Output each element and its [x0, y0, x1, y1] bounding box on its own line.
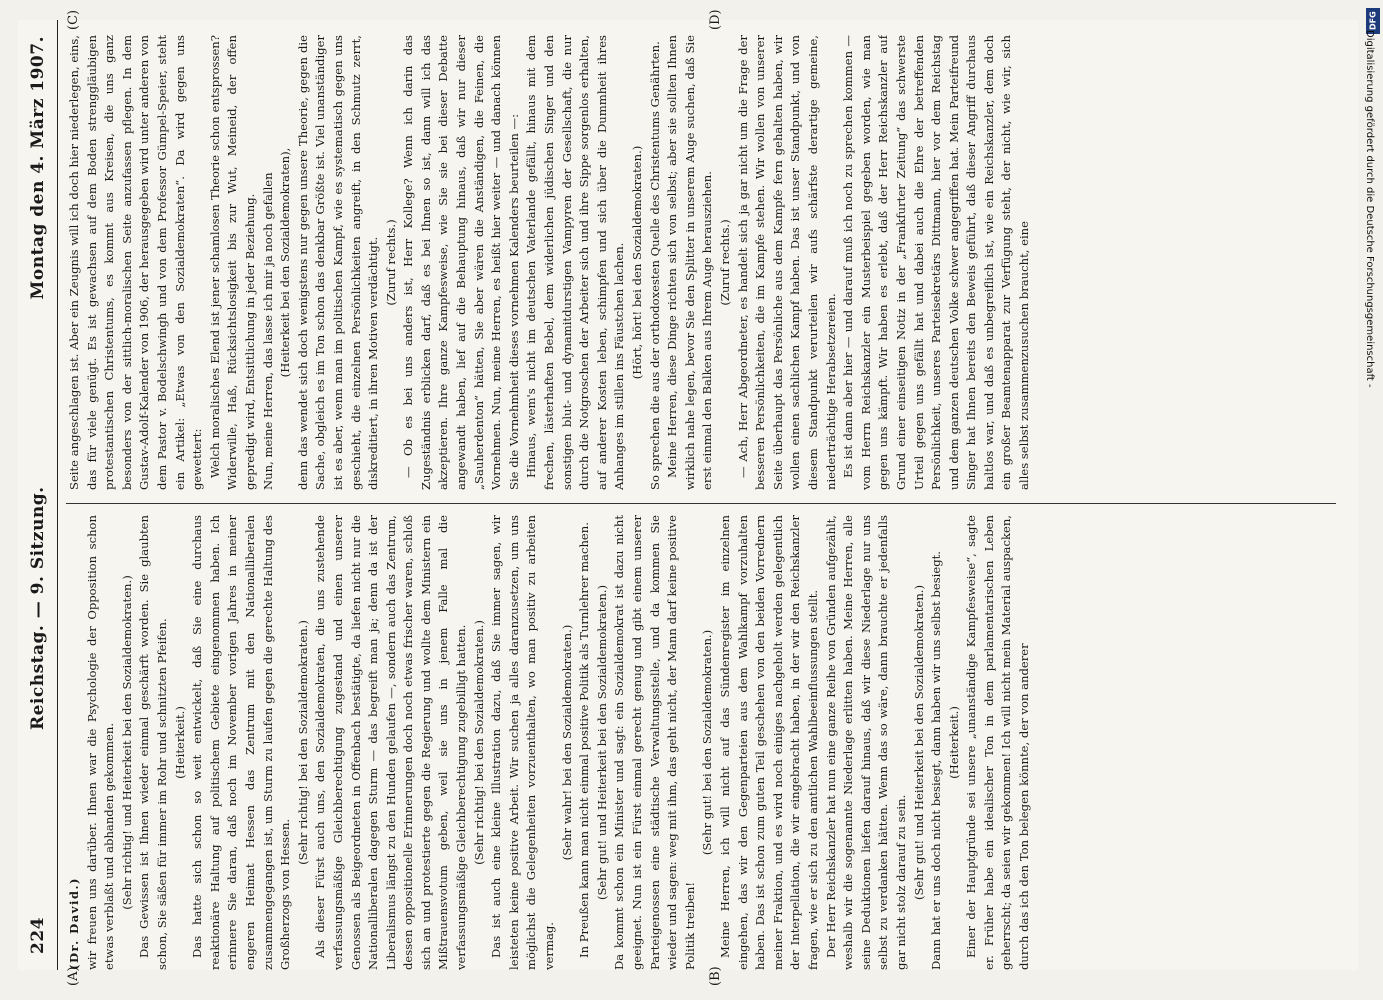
- paragraph: Als dieser Fürst auch uns, den Sozialdemokraten, die uns zustehende verfassungsmäßige Gleichberechtigung zugestand und einen unserer Genossen als Beigeordneten in Offenbach bestätigte, da liefen nicht nur die Nationalliberalen dagegen Sturm — das begreift man ja; denn da ist der Liberalismus längst zu den Hunden gelaufen —, sondern auch das Zentrum, dessen oppositionelle Erinnerungen doch noch etwas frischer waren, schloß sich an und protestierte gegen die Regierung und wollte dem Ministern ein Mißtrauensvotum geben, weil sie uns in jenem Falle mal die verfassungsmäßige Gleichberechtigung zugebilligt hatten.: [313, 515, 469, 970]
- paragraph: Der Herr Reichskanzler hat nun eine ganze Reihe von Gründen aufgezählt, weshalb wir die sogenannte Niederlage erlitten haben. Meine Herren, alle seine Deduktionen liefen darauf hinaus, daß wir diese Niederlage nur uns selbst zu verdanken hätten. Wenn das so wäre, dann brauchte er jedenfalls gar nicht stolz darauf zu sein.: [823, 515, 908, 970]
- paragraph: Das hatte sich schon so weit entwickelt, daß Sie eine durchaus reaktionäre Haltung auf politischem Gebiete eingenommen haben. Ich erinnere Sie daran, daß noch im November vorigen Jahres in meiner engeren Heimat Hessen das Zentrum mit den Nationalliberalen zusammengegangen ist, um Sturm zu laufen gegen die gerechte Haltung des Großherzogs von Hessen.: [190, 515, 293, 970]
- session-title: Reichstag. — 9. Sitzung.: [27, 486, 48, 731]
- right-text-column: [66, 35, 1336, 490]
- column-divider: [66, 503, 1336, 504]
- page-number: 224: [27, 917, 48, 954]
- scanned-page: [18, 9, 1358, 986]
- interjection: (Sehr richtig! bei den Sozialdemokraten.): [471, 620, 486, 865]
- interjection: (Sehr wahr! bei den Sozialdemokraten.): [559, 624, 574, 861]
- speaker-label: (Dr. David.): [67, 877, 81, 970]
- paragraph: Meine Herren, ich will nicht auf das Sündenregister im einzelnen eingehen, das wir den Gegenparteien aus dem Wahlkampf vorzuhalten haben. Das ist schon zum guten Teil geschehen von den beiden Vorrednern meiner Fraktion, und es wird noch einiges nachgeholt werden gelegentlich der Interpellation, die wir eingebracht haben, in der wir den Reichskanzler fragen, wie er sich zu den amtlichen Wahlbeeinflussungen stellt.: [717, 515, 820, 970]
- margin-letter-c: (C): [66, 9, 81, 30]
- interjection: (Sehr gut! und Heiterkeit bei den Sozialdemokraten.): [594, 584, 609, 901]
- paragraph: Hinaus, wem's nicht im deutschen Vaterlande gefällt, hinaus mit dem frechen, lästerhaften Bebel, dem widerlichen jüdischen Singer und den sonstigen blut- und dynamitdurstigen Vampyren der Gesellschaft, die nur durch die Notgroschen der Arbeiter sich und ihre Sippe sorgenlos erhalten, auf anderer Kosten leben, schimpfen und sich über die Dummheit ihres Anhanges im stillen ins Fäustchen lachen.: [524, 35, 627, 490]
- interjection: (Heiterkeit.): [946, 706, 961, 779]
- paragraph: Nun, meine Herren, das lasse ich mir ja noch gefallen: [260, 172, 275, 490]
- paragraph: Da kommt schon ein Minister und sagt: ein Sozialdemokrat ist dazu nicht geeignet. Nun ist ein Fürst einmal gerecht genug und gibt einem unserer Parteigenossen eine städtische Verwaltungsstelle, und da kommen Sie wieder und sagen: weg mit ihm, das geht nicht, der Mann darf keine positive Politik treiben!: [612, 515, 697, 970]
- paragraph: denn das wendet sich doch wenigstens nur gegen unsere Theorie, gegen die Sache, obgleich es im Ton schon das denkbar Größte ist. Viel unanständiger ist es aber, wenn man im politischen Kampf, wie es systematisch gegen uns geschieht, die einzelnen Persönlichkeiten angreift, in den Schmutz zerrt, diskreditiert, in ihren Motiven verdächtigt.: [295, 35, 381, 490]
- paragraph: Das ist auch eine kleine Illustration dazu, daß Sie immer sagen, wir leisteten keine positive Arbeit. Wir suchen ja alles daranzusetzen, um uns möglichst die Gelegenheiten vorzuenthalten, wo man positiv zu arbeiten vermag.: [489, 515, 557, 970]
- interjection: (Zuruf rechts.): [717, 219, 732, 306]
- margin-letter-a: (A): [66, 966, 81, 986]
- left-text-column: [66, 515, 1336, 970]
- paragraph: Dann hat er uns doch nicht besiegt, dann haben wir uns selbst besiegt.: [929, 551, 944, 970]
- interjection: (Sehr richtig! und Heiterkeit bei den Sozialdemokraten.): [119, 575, 134, 910]
- paragraph: Das Gewissen ist Ihnen wieder einmal geschärft worden. Sie glaubten schon, Sie säßen für immer im Rohr und schnitzten Pfeifen.: [137, 515, 169, 970]
- interjection: (Heiterkeit bei den Sozialdemokraten),: [278, 147, 293, 378]
- digitization-note-text: Digitalisierung gefördert durch die Deutsche Forschungsgemeinschaft -: [1364, 30, 1375, 388]
- interjection: (Zuruf rechts.): [383, 219, 398, 306]
- paragraph: Einer der Hauptgründe sei unsere „unanständige Kampfesweise“, sagte er. Früher habe ein idealischer Ton in dem parlamentarischen Leben geherrscht; da seien wir gekommen! Ich will nicht mein Material auspacken, durch das ich den Ton belegen könnte, der von anderer: [964, 515, 1032, 970]
- paragraph: So sprechen die aus der orthodoxesten Quelle des Christentums Genährten.: [647, 41, 662, 490]
- margin-letter-d: (D): [708, 9, 723, 30]
- margin-letter-b: (B): [708, 966, 723, 986]
- interjection: (Sehr gut! bei den Sozialdemokraten.): [700, 629, 715, 856]
- session-date: Montag den 4. März 1907.: [27, 36, 48, 300]
- paragraph: — Ob es bei uns anders ist, Herr Kollege? Wenn ich darin das Zugeständnis erblicken darf, daß es bei Ihnen so ist, dann will ich das akzeptieren. Ihre ganze Kampfesweise, wie Sie sie bei dieser Debatte angewandt haben, lief auf die Behauptung hinaus, daß wir nur dieser „Sauherdenton“ hätten, Sie aber wären die Anständigen, die Feinen, die Vornehmen. Nun, meine Herren, es heißt hier weiter — und danach können Sie die Vornehmheit dieses vornehmen Kalenders beurteilen —:: [401, 35, 521, 490]
- page-header: [18, 20, 58, 970]
- paragraph: In Preußen kann man nicht einmal positive Politik als Turnlehrer machen.: [577, 522, 592, 958]
- interjection: (Sehr richtig! bei den Sozialdemokraten.): [295, 620, 310, 865]
- paragraph: wir freuen uns darüber. Ihnen war die Psychologie der Opposition schon etwas verblaßt und abhanden gekommen.: [84, 515, 117, 970]
- rotated-page-content: [18, 9, 1358, 986]
- paragraph: — Ach, Herr Abgeordneter, es handelt sich ja gar nicht um die Frage der besseren Persönlichkeiten, die im Kampfe stehen. Wir wollen von unserer Seite überhaupt das Persönliche aus dem Kampfe fern gehalten haben, wir wollen einen sachlichen Kampf haben. Das ist unser Standpunkt, und von diesem Standpunkt verurteilen wir aufs schärfste derartige gemeine, niederträchtige Herabsetzereien.: [735, 35, 838, 490]
- interjection: (Hört, hört! bei den Sozialdemokraten.): [630, 145, 644, 380]
- dfg-logo: DFG: [1366, 8, 1380, 34]
- paragraph: Meine Herren, diese Dinge richten sich von selbst; aber sie sollten Ihnen wirklich nahe legen, bevor Sie den Splitter in unserem Auge suchen, daß Sie erst einmal den Balken aus Ihrem Auge herausziehen.: [665, 35, 715, 490]
- paragraph: Seite angeschlagen ist. Aber ein Zeugnis will ich doch hier niederlegen, eins, das für viele genügt. Es ist gewachsen auf dem Boden strenggläubigen protestantischen Christentums, es kommt aus Kreisen, die uns ganz besonders von der sittlich-moralischen Seite anzufassen pflegen. In dem Gustav-Adolf-Kalender von 1906, der herausgegeben wird unter anderen von dem Pastor v. Bodelschwingh und von dem Professor Gümpel-Speier, steht ein Artikel: „Etwas von den Sozialdemokraten“. Da wird gegen uns gewettert:: [67, 35, 205, 490]
- digitization-note: [1359, 30, 1379, 730]
- paragraph: Es ist dann aber hier — und darauf muß ich noch zu sprechen kommen — vom Herrn Reichskanzler ein Musterbeispiel gegeben worden, wie man gegen uns kämpft. Wir haben es erlebt, daß der Herr Reichskanzler auf Grund einer einseitigen Notiz in der „Frankfurter Zeitung“ das schwerste Urteil gegen uns gefällt hat und dabei auch die Ehre der betreffenden Persönlichkeit, unseres Parteisekretärs Dittmann, hier vor dem Reichstag und dem ganzen deutschen Volke schwer angegriffen hat. Mein Parteifreund Singer hat Ihnen bereits den Beweis geführt, daß dieser Angriff durchaus haltlos war, und daß es unbegreiflich ist, wie ein Reichskanzler, dem doch ein großer Beamtenapparat zur Verfügung steht, der nicht, wie wir, sich alles selbst zusammenzusuchen braucht, eine: [841, 35, 1032, 490]
- paragraph: Welch moralisches Elend ist jener schamlosen Theorie schon entsprossen? Widerwille, Haß, Rücksichtslosigkeit bis zur Wut, Meineid, der offen gepredigt wird, Entsittlichung in jeder Beziehung.: [207, 35, 257, 490]
- interjection: (Sehr gut! und Heiterkeit bei den Sozialdemokraten.): [911, 584, 926, 901]
- interjection: (Heiterkeit.): [172, 706, 187, 779]
